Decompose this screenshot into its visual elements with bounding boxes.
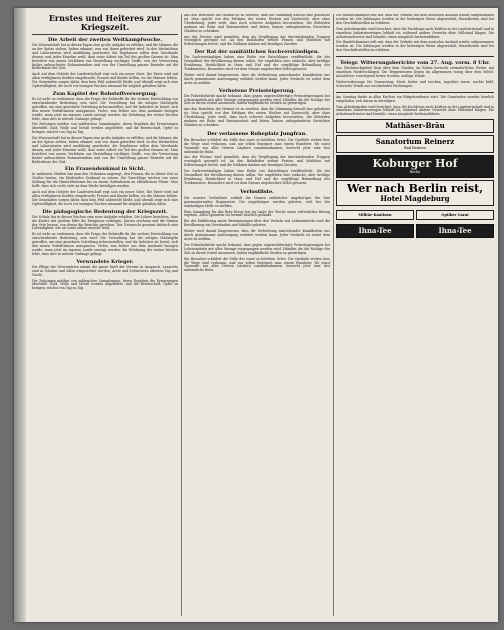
ad-ihna-tee-1 xyxy=(336,224,414,238)
column-rule xyxy=(181,14,182,616)
article-text: Die neueste Verlustliste enthält die Namen zahlreicher Angehöriger der hier garnisonierenden Regimenter. Die Angehörigen werden gebeten, sich bei der zuständigen Stelle zu melden. xyxy=(184,195,330,208)
ad-hotel-magdeburg xyxy=(336,180,494,206)
article-text: Auch auf dem Gebiete der Landwirtschaft regt sich ein neuer Geist. Die Ernte wird mit allen verfügbaren Kräften eingebracht; Frauen und Kinder helfen, wo die Männer fehlen. Die Gemeinden sorgen dafür, dass kein Feld unbestellt bleibt, und überall zeigt sich eine Opferwilligkeit, die noch vor wenigen Wochen niemand für möglich gehalten hätte. xyxy=(32,72,178,89)
article-heading: Die pädagogische Bedeutung der Kriegszeit. xyxy=(42,208,168,215)
article-text: Auch auf dem Gebiete der Landwirtschaft regt sich ein neuer Geist. Die Ernte wird mit allen verfügbaren Kräften eingebracht; Frauen und Kinder helfen, wo die Männer fehlen. Die Gemeinden sorgen dafür, dass kein Feld unbestellt bleibt, und überall zeigt sich eine Opferwilligkeit, die noch vor wenigen Wochen niemand für möglich gehalten hätte. xyxy=(32,190,178,206)
section-heading: Der verlassene Ruheplatz Jungfrau. xyxy=(207,130,307,137)
article-text: Weiter wird darauf hingewiesen, dass die Verbreitung ansteckender Krankheiten nur durch gemeinsame Anstrengung verhütet werden kann. Jeder Verdacht ist sofort dem Arzte zu melden. xyxy=(184,72,330,85)
column-3 xyxy=(336,14,494,618)
ad-title: Mathäser-Bräu xyxy=(385,121,445,131)
article-heading: Die Arbeit der zweiten Weltkampfwoche. xyxy=(48,37,162,43)
ad-title: Sanatorium Reinerz xyxy=(375,137,455,147)
article-text: Aus den Berichten der Heimat ist zu ersehen, dass die Stimmung überall eine gehobene ist. Man spricht von den Erfolgen der ersten Wochen mit Zuversicht, aber ohne Überhebung; jeder weiß, dass noch schwere Aufgaben bevorstehen. Die Behörden mahnen zur Ruhe und Besonnenheit und bitten, keinen unbegründeten Gerüchten Glauben zu schenken. xyxy=(184,14,330,33)
article-text: Ein Besucher schildert die Stille des sonst so belebten Ortes. Die Gasthöfe stehen leer, die Wege sind verlassen, und nur selten begegnet man einem Wanderer. Wo sonst Tausende aus aller Herren Ländern zusammenkamen, herrscht jetzt eine fast unheimliche Ruhe. xyxy=(184,256,330,273)
weather-title: Telegr. Witterungsberichte vom 27. Aug. vorm. 8 Uhr. xyxy=(339,60,491,67)
article-text: Die Wissenschaft hat in diesen Tagen eine große Aufgabe zu erfüllen, und die Männer, die an der Spitze stehen, haben erkannt, was von ihnen gefordert wird. In den Werkstätten und Laboratorien wird unablässig gearbeitet; die Ergebnisse sollen dem Vaterlande dienen, und jeder Einzelne weiß, dass seine Arbeit ein Teil des großen Ganzen ist. Man berichtet von neuen Verfahren zur Herstellung wichtiger Stoffe, von der Verwertung bisher unbeachteter Rohmaterialien und von der Umstellung ganzer Betriebe auf die Bedürfnisse der Zeit. xyxy=(32,136,178,164)
article-heading: Verbotene Preissteigerung. xyxy=(218,87,296,94)
article-text: Am Sonntag findet in allen Kirchen ein Bittgottesdienst statt. Die Gemeinden werden herzlich eingeladen, sich daran zu beteiligen. xyxy=(336,94,494,103)
article-text: Die Handelskammer teilt mit, dass der Verkehr mit dem neutralen Ausland wieder aufgenommen worden ist. Die Zahlungen werden in der bisherigen Weise abgewickelt; Einzelheiten sind bei den Geschäftsstellen zu erfahren. xyxy=(336,14,494,25)
article-heading: Verwundete Krieger. xyxy=(76,258,134,265)
ad-row xyxy=(336,222,494,240)
weather-report xyxy=(336,56,494,93)
column-rule xyxy=(333,14,334,616)
article-text: Ein Besucher schildert die Stille des sonst so belebten Ortes. Die Gasthöfe stehen leer, die Wege sind verlassen, und nur selten begegnet man einem Wanderer. Wo sonst Tausende aus aller Herren Ländern zusammenkamen, herrscht jetzt eine fast unheimliche Ruhe. xyxy=(184,137,330,154)
main-headline: Ernstes und Heiteres zur Kriegszeit. xyxy=(48,14,162,32)
binding-gutter xyxy=(14,8,26,622)
ad-title: Ihna-Tee xyxy=(438,225,472,235)
ad-title: Ihna-Tee xyxy=(358,225,392,235)
article-text: Es ist nicht zu verkennen, dass die Frage der Rohstoffe für die weitere Entwicklung von entscheidender Bedeutung sein wird. Die Verwaltung hat die nötigen Maßregeln getroffen, um eine geordnete Verteilung sicherzustellen, und die Industrie ist bereit, sich den neuen Verhältnissen anzupassen. Vieles, was früher aus dem Auslande bezogen wurde, muss jetzt im eigenen Lande erzeugt werden; die Erfahrung der ersten Wochen lehrt, dass dies in weitem Umfange gelingt. xyxy=(32,232,178,256)
ad-title: Wer nach Berlin reist, xyxy=(346,181,484,195)
article-heading: Zum Kapitel der Rohstoffversorgung. xyxy=(52,90,158,97)
article-heading: Ein Frauendenkmal in Sicht. xyxy=(64,166,146,173)
ad-subtitle: Berlin xyxy=(409,170,421,175)
article-text: Die Pflege der Verwundeten nimmt die ganze Kraft der Vereine in Anspruch. Lazarette sind in Schulen und Sälen eingerichtet worden; Ärzte und Schwestern arbeiten Tag und Nacht. xyxy=(32,264,178,277)
ad-title: Optiker Garni xyxy=(441,212,469,217)
article-text: Die Sachverständigen haben eine Reihe von Ratschlägen veröffentlicht, die der Gesundheit der Bevölkerung dienen sollen. Sie empfehlen eine einfache, aber kräftige Ernährung, Reinlichkeit in Haus und Hof und die sorgfältige Behandlung des Trinkwassers. Besonders wird vor dem Genuss ungekochter Milch gewarnt. xyxy=(184,169,330,185)
article-text: Es ist nicht zu verkennen, dass die Frage der Rohstoffe für die weitere Entwicklung von entscheidender Bedeutung sein wird. Die Verwaltung hat die nötigen Maßregeln getroffen, um eine geordnete Verteilung sicherzustellen, und die Industrie ist bereit, sich den neuen Verhältnissen anzupassen. Vieles, was früher aus dem Auslande bezogen wurde, muss jetzt im eigenen Lande erzeugt werden; die Erfahrung der ersten Wochen lehrt, dass dies in weitem Umfange gelingt. xyxy=(32,96,178,121)
ad-ihna-tee-2 xyxy=(416,224,494,238)
article-text: Die Handelskammer teilt mit, dass der Verkehr mit dem neutralen Ausland wieder aufgenommen worden ist. Die Zahlungen werden in der bisherigen Weise abgewickelt; Einzelheiten sind bei den Geschäftsstellen zu erfahren. xyxy=(336,40,494,53)
article-text: Die Sachverständigen haben eine Reihe von Ratschlägen veröffentlicht, die der Gesundheit der Bevölkerung dienen sollen. Sie empfehlen eine einfache, aber kräftige Ernährung, Reinlichkeit in Haus und Hof und die sorgfältige Behandlung des Trinkwassers. Besonders wird vor dem Genuss ungekochter Milch gewarnt. xyxy=(184,55,330,71)
article-text: Die Zeitungen melden von zahlreichen Sammlungen, deren Ergebnis die Erwartungen übertrifft. Gold, Wolle und Metall werden abgeliefert, und die Bereitschaft, Opfer zu bringen, wächst von Tag zu Tag. xyxy=(32,122,178,135)
ad-row xyxy=(336,208,494,222)
article-text: Die Schule hat in diesen Wochen eine neue Aufgabe erhalten. Die Lehrer berichten, dass die Kinder mit großem Eifer die Ereignisse verfolgen, Karten zeichnen und die Namen der Orte lernen, von denen die Berichte sprechen. Der Unterricht gewinnt dadurch eine Lebendigkeit, wie sie sonst selten erreicht wird. xyxy=(32,214,178,231)
article-heading: Der Rat der sanitätlichen Sachverständigen. xyxy=(194,49,320,56)
article-text: Bei der Einführung neuer Bestimmungen über den Verkehr mit Lebensmitteln wird die Bevölkerung um Verständnis und Mithilfe gebeten. xyxy=(184,219,330,228)
article-text: In mehreren Städten hat man den Gedanken angeregt, den Frauen, die in dieser Zeit so Großes leisten, ein bleibendes Denkmal zu setzen. Die Vorschläge reichen von einer Stiftung für die Hinterbliebenen bis zu einem Gedenkstein an öffentlichem Platze. Man hofft, dass sich recht viele an dem Werke beteiligen werden. xyxy=(32,172,178,189)
article-text: Die Polizeibehörde macht bekannt, dass gegen ungerechtfertigte Preissteigerungen bei Lebensmitteln mit aller Strenge vorgegangen werden wird. Händler, die die Notlage der Zeit zu ihrem Vorteil ausnutzen, haben empfindliche Strafen zu gewärtigen. xyxy=(184,93,330,106)
column-1 xyxy=(32,14,178,618)
ad-militaer xyxy=(336,210,414,220)
ad-mathaeser xyxy=(336,119,494,133)
weather-text: Wettervorhersage für Donnerstag: Meist heiter und trocken, tagsüber warm, nachts kühl. Schwache Winde aus wechselnden Richtungen. xyxy=(336,79,494,88)
column-2 xyxy=(184,14,330,618)
article-text: Vom Arbeitsmarkte wird berichtet, dass die Nachfrage nach Kräften in der Landwirtschaft und in einzelnen Industriezweigen lebhaft ist, während andere Gewerbe über Stillstand klagen. Die Arbeitsnachweise sind bemüht, einen Ausgleich herbeizuführen. xyxy=(336,26,494,39)
article-text: Die Zeitungen melden von zahlreichen Sammlungen, deren Ergebnis die Erwartungen übertrifft. Gold, Wolle und Metall werden abgeliefert, und die Bereitschaft, Opfer zu bringen, wächst von Tag zu Tag. xyxy=(32,278,178,291)
article-text: Die Wissenschaft hat in diesen Tagen eine große Aufgabe zu erfüllen, und die Männer, die an der Spitze stehen, haben erkannt, was von ihnen gefordert wird. In den Werkstätten und Laboratorien wird unablässig gearbeitet; die Ergebnisse sollen dem Vaterlande dienen, und jeder Einzelne weiß, dass seine Arbeit ein Teil des großen Ganzen ist. Man berichtet von neuen Verfahren zur Herstellung wichtiger Stoffe, von der Verwertung bisher unbeachteter Rohmaterialien und von der Umstellung ganzer Betriebe auf die Bedürfnisse der Zeit. xyxy=(32,43,178,71)
weather-text: Das Hochdruckgebiet liegt über dem Norden; im Süden herrscht veränderliches Wetter mit einzelnen Niederschlägen. Die Temperaturen liegen im allgemeinen wenig über dem Mittel. Aussichten: vorwiegend heiter, trocken, mäßige Winde. xyxy=(336,66,494,78)
article-text: Aus den Berichten der Heimat ist zu ersehen, dass die Stimmung überall eine gehobene ist. Man spricht von den Erfolgen der ersten Wochen mit Zuversicht, aber ohne Überhebung; jeder weiß, dass noch schwere Aufgaben bevorstehen. Die Behörden mahnen zur Ruhe und Besonnenheit und bitten, keinen unbegründeten Gerüchten Glauben zu schenken. xyxy=(184,107,330,127)
ad-subtitle: Hotel Magdeburg xyxy=(380,193,450,203)
newspaper-page xyxy=(14,8,498,622)
ad-optiker xyxy=(416,210,494,220)
article-text: Eine Sammlung für das Rote Kreuz hat im Laufe der Woche einen erfreulichen Betrag ergeben. Allen Spendern sei hiermit herzlich gedankt. xyxy=(184,209,330,218)
article-text: Die Polizeibehörde macht bekannt, dass gegen ungerechtfertigte Preissteigerungen bei Lebensmitteln mit aller Strenge vorgegangen werden wird. Händler, die die Notlage der Zeit zu ihrem Vorteil ausnutzen, haben empfindliche Strafen zu gewärtigen. xyxy=(184,242,330,255)
section-heading: Verlustliste. xyxy=(240,188,274,195)
article-text: Weiter wird darauf hingewiesen, dass die Verbreitung ansteckender Krankheiten nur durch gemeinsame Anstrengung verhütet werden kann. Jeder Verdacht ist sofort dem Arzte zu melden. xyxy=(184,229,330,241)
article-text: Aus der Provinz wird gemeldet, dass die Verpflegung der durchziehenden Truppen vorzüglich geregelt ist. An den Bahnhöfen stehen Frauen und Mädchen mit Erfrischungen bereit, und die Soldaten danken mit freudigen Zurufen. xyxy=(184,34,330,47)
ad-sanatorium xyxy=(336,135,494,153)
ad-koburger-hof xyxy=(336,155,494,177)
ad-title: Koburger Hof xyxy=(372,157,458,171)
article-text: Aus der Provinz wird gemeldet, dass die Verpflegung der durchziehenden Truppen vorzüglich geregelt ist. An den Bahnhöfen stehen Frauen und Mädchen mit Erfrischungen bereit, und die Soldaten danken mit freudigen Zurufen. xyxy=(184,155,330,168)
divider xyxy=(32,34,178,35)
ad-subtitle: Bad Reinerz xyxy=(404,146,426,151)
ad-title: Militär-Kantinen xyxy=(358,212,392,217)
article-text: Vom Arbeitsmarkte wird berichtet, dass die Nachfrage nach Kräften in der Landwirtschaft und in einzelnen Industriezweigen lebhaft ist, während andere Gewerbe über Stillstand klagen. Die Arbeitsnachweise sind bemüht, einen Ausgleich herbeizuführen. xyxy=(336,104,494,117)
